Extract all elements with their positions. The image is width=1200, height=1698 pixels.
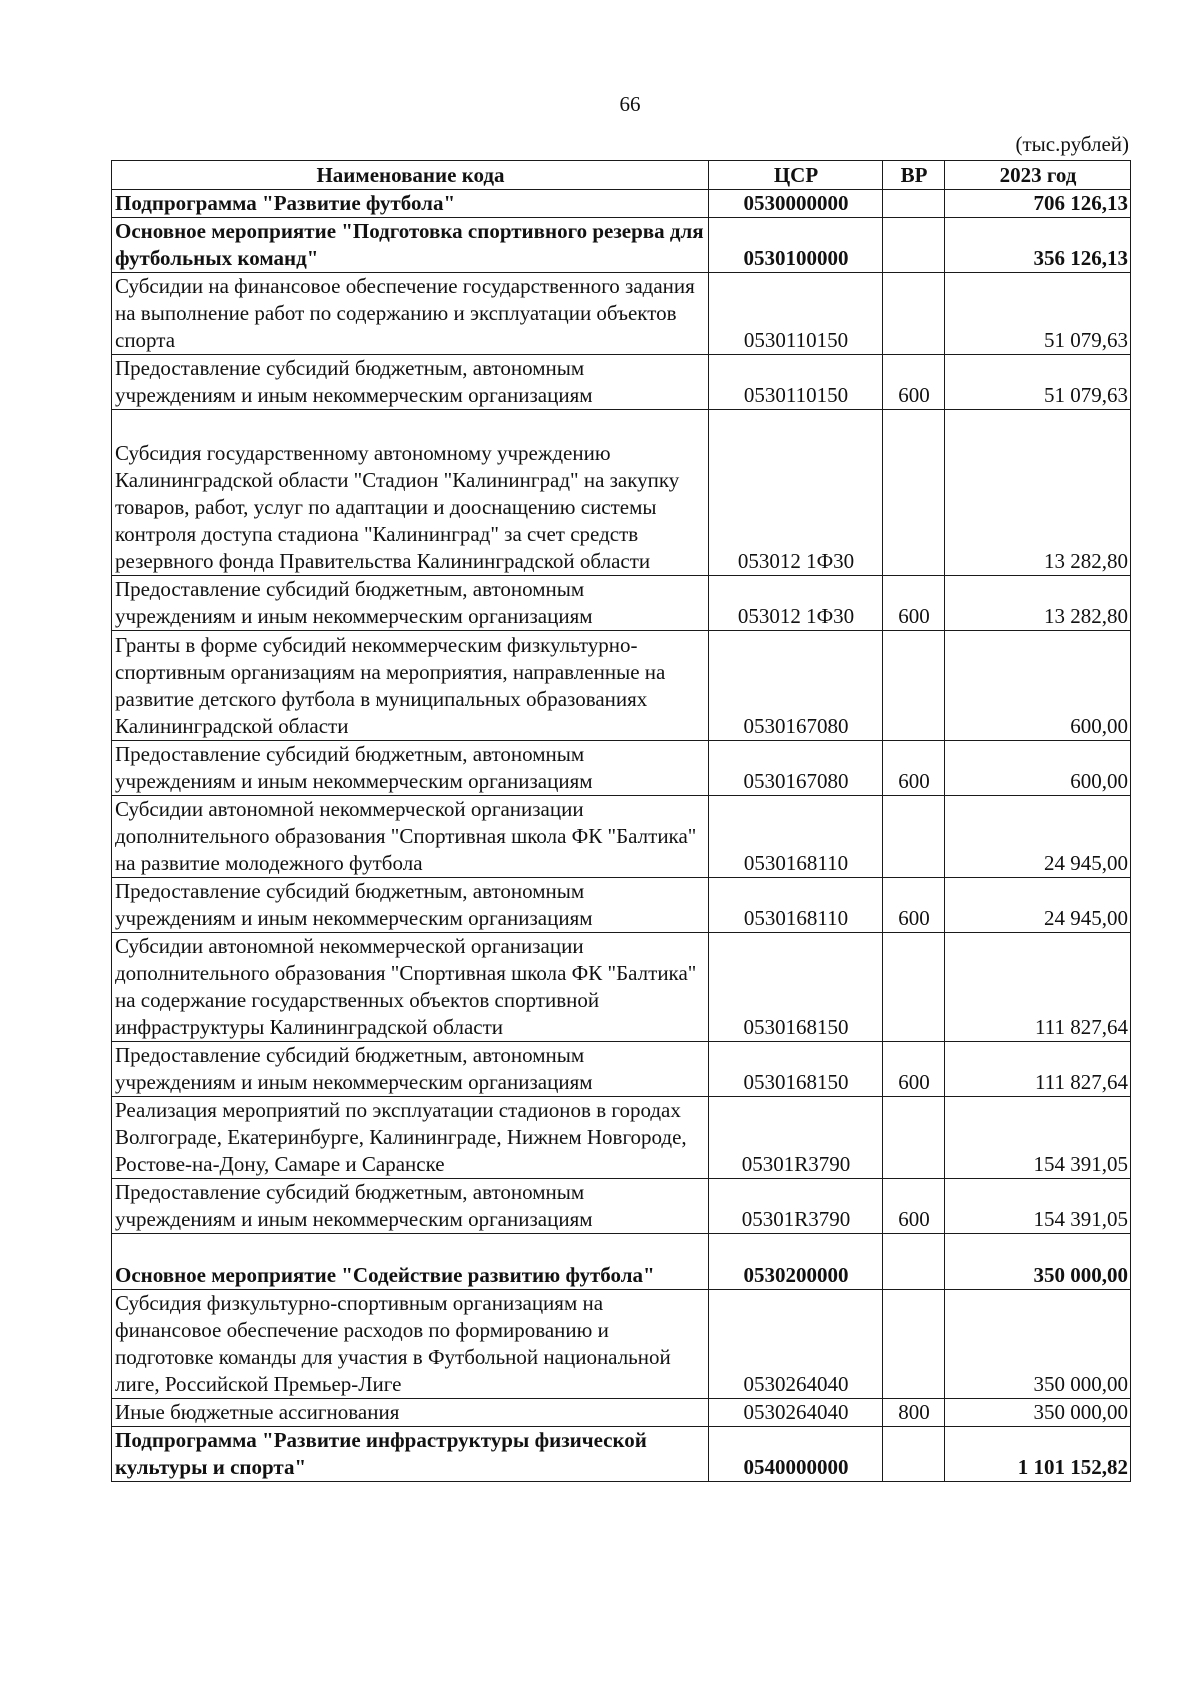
row-name: Предоставление субсидий бюджетным, автономным учреждениям и иным некоммерческим организациям [112, 741, 709, 796]
table-row [112, 273, 1131, 355]
row-name: Субсидия физкультурно-спортивным организациям на финансовое обеспечение расходов по формированию и подготовке команды для участия в Футбольной национальной лиге, Российской Премьер-Лиге [112, 1290, 709, 1399]
row-vr [883, 410, 945, 576]
header-csr: ЦСР [709, 161, 883, 190]
row-vr [883, 190, 945, 218]
row-name: Предоставление субсидий бюджетным, автономным учреждениям и иным некоммерческим организациям [112, 355, 709, 410]
page-number: 66 [619, 92, 641, 116]
row-csr: 0530168110 [709, 878, 883, 933]
row-name: Гранты в форме субсидий некоммерческим физкультурно-спортивным организациям на мероприятия, направленные на развитие детского футбола в муниципальных образованиях Калининградской области [112, 631, 709, 741]
row-sum: 24 945,00 [945, 796, 1131, 878]
row-csr: 05301R3790 [709, 1097, 883, 1179]
row-vr: 800 [883, 1399, 945, 1427]
header-vr: ВР [883, 161, 945, 190]
table-row [112, 576, 1131, 631]
row-name: Подпрограмма "Развитие футбола" [112, 190, 709, 218]
row-vr [883, 796, 945, 878]
table-body [112, 190, 1131, 1482]
row-csr: 05301R3790 [709, 1179, 883, 1234]
row-vr: 600 [883, 355, 945, 410]
budget-table [111, 160, 1131, 1482]
table-header-row [112, 161, 1131, 190]
row-sum: 350 000,00 [945, 1290, 1131, 1399]
row-name: Предоставление субсидий бюджетным, автономным учреждениям и иным некоммерческим организациям [112, 878, 709, 933]
table-row [112, 741, 1131, 796]
row-csr: 0530167080 [709, 741, 883, 796]
row-vr [883, 933, 945, 1042]
row-vr [883, 1290, 945, 1399]
row-csr: 0540000000 [709, 1427, 883, 1482]
row-sum: 1 101 152,82 [945, 1427, 1131, 1482]
row-name: Субсидии на финансовое обеспечение государственного задания на выполнение работ по содержанию и эксплуатации объектов спорта [112, 273, 709, 355]
table-row [112, 631, 1131, 741]
table-row [112, 878, 1131, 933]
row-name: Реализация мероприятий по эксплуатации стадионов в городах Волгограде, Екатеринбурге, Калининграде, Нижнем Новгороде, Ростове-на-Дону, Самаре и Саранске [112, 1097, 709, 1179]
row-csr: 0530000000 [709, 190, 883, 218]
row-vr [883, 273, 945, 355]
table-row [112, 1042, 1131, 1097]
row-csr: 0530264040 [709, 1290, 883, 1399]
row-vr: 600 [883, 741, 945, 796]
header-name: Наименование кода [112, 161, 709, 190]
row-name: Подпрограмма "Развитие инфраструктуры физической культуры и спорта" [112, 1427, 709, 1482]
row-csr: 0530110150 [709, 355, 883, 410]
row-sum: 350 000,00 [945, 1399, 1131, 1427]
row-sum: 600,00 [945, 631, 1131, 741]
row-sum: 51 079,63 [945, 273, 1131, 355]
table-row [112, 1097, 1131, 1179]
table-row [112, 933, 1131, 1042]
row-sum: 13 282,80 [945, 410, 1131, 576]
row-name: Предоставление субсидий бюджетным, автономным учреждениям и иным некоммерческим организациям [112, 1179, 709, 1234]
row-name: Субсидии автономной некоммерческой организации дополнительного образования "Спортивная школа ФК "Балтика" на содержание государственных объектов спортивной инфраструктуры Калининградской области [112, 933, 709, 1042]
row-csr: 0530100000 [709, 218, 883, 273]
table-row [112, 190, 1131, 218]
row-name: Предоставление субсидий бюджетным, автономным учреждениям и иным некоммерческим организациям [112, 576, 709, 631]
row-sum: 13 282,80 [945, 576, 1131, 631]
row-csr: 053012 1Ф30 [709, 576, 883, 631]
row-csr: 0530167080 [709, 631, 883, 741]
row-csr: 053012 1Ф30 [709, 410, 883, 576]
row-vr [883, 1427, 945, 1482]
table-row [112, 1290, 1131, 1399]
row-vr [883, 218, 945, 273]
table-row [112, 410, 1131, 576]
row-sum: 706 126,13 [945, 190, 1131, 218]
table-row [112, 1399, 1131, 1427]
row-vr [883, 1097, 945, 1179]
row-sum: 51 079,63 [945, 355, 1131, 410]
row-sum: 356 126,13 [945, 218, 1131, 273]
row-csr: 0530168150 [709, 933, 883, 1042]
row-vr: 600 [883, 878, 945, 933]
row-csr: 0530168150 [709, 1042, 883, 1097]
row-csr: 0530110150 [709, 273, 883, 355]
row-vr: 600 [883, 1042, 945, 1097]
row-name: Основное мероприятие "Содействие развитию футбола" [112, 1234, 709, 1290]
row-vr: 600 [883, 1179, 945, 1234]
row-csr: 0530264040 [709, 1399, 883, 1427]
table-row [112, 1179, 1131, 1234]
row-sum: 600,00 [945, 741, 1131, 796]
row-vr [883, 1234, 945, 1290]
row-sum: 350 000,00 [945, 1234, 1131, 1290]
row-sum: 24 945,00 [945, 878, 1131, 933]
row-sum: 111 827,64 [945, 1042, 1131, 1097]
row-name: Основное мероприятие "Подготовка спортивного резерва для футбольных команд" [112, 218, 709, 273]
table-row [112, 1234, 1131, 1290]
row-sum: 111 827,64 [945, 933, 1131, 1042]
table-row [112, 218, 1131, 273]
row-csr: 0530200000 [709, 1234, 883, 1290]
row-name: Субсидии автономной некоммерческой организации дополнительного образования "Спортивная школа ФК "Балтика" на развитие молодежного футбола [112, 796, 709, 878]
row-name: Иные бюджетные ассигнования [112, 1399, 709, 1427]
row-csr: 0530168110 [709, 796, 883, 878]
row-name: Предоставление субсидий бюджетным, автономным учреждениям и иным некоммерческим организациям [112, 1042, 709, 1097]
row-name: Субсидия государственному автономному учреждению Калининградской области "Стадион "Калининград" на закупку товаров, работ, услуг по адаптации и дооснащению системы контроля доступа стадиона "Калининград" за счет средств резервного фонда Правительства Калининградской области [112, 410, 709, 576]
table-row [112, 796, 1131, 878]
row-vr: 600 [883, 576, 945, 631]
row-vr [883, 631, 945, 741]
row-sum: 154 391,05 [945, 1097, 1131, 1179]
header-year: 2023 год [945, 161, 1131, 190]
table-row [112, 355, 1131, 410]
row-sum: 154 391,05 [945, 1179, 1131, 1234]
table-row [112, 1427, 1131, 1482]
units-label: (тыс.рублей) [1015, 132, 1129, 156]
